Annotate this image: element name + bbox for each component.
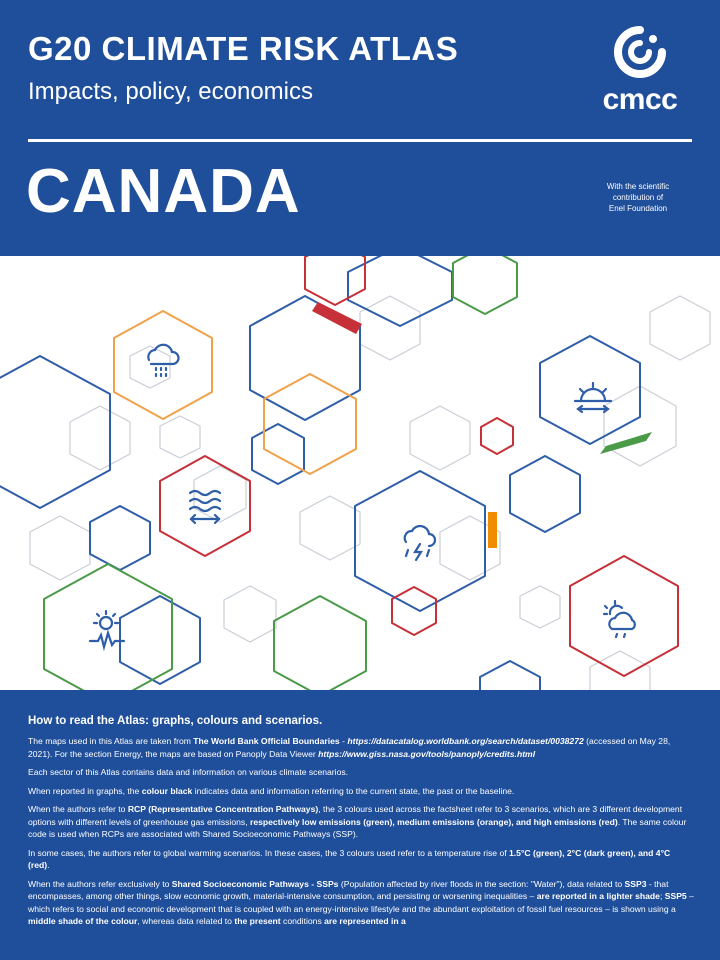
text: The maps used in this Atlas are taken from xyxy=(28,736,194,746)
colour-black-term: colour black xyxy=(141,785,193,796)
red-hexagons xyxy=(160,256,678,676)
flood-rain-icon xyxy=(148,345,178,376)
text: When the authors refer to xyxy=(28,804,128,814)
text: (Population affected by river floods in the section: "Water"), data related to xyxy=(338,878,625,889)
header-divider xyxy=(28,139,692,142)
ssp-paragraph xyxy=(28,878,694,928)
atlas-title: G20 CLIMATE RISK ATLAS xyxy=(28,30,459,67)
heatwave-sun-icon xyxy=(90,611,124,647)
contribution-line: contribution of xyxy=(612,193,664,202)
reading-guide xyxy=(0,690,720,960)
lighter-shade-term: are reported in a lighter shade xyxy=(536,891,660,901)
text: ; xyxy=(659,891,665,901)
text: When the authors refer exclusively to xyxy=(28,878,172,889)
guide-heading: How to read the Atlas: graphs, colours and scenarios. xyxy=(28,715,323,727)
text: indicates data and information referring to the current state, the past or the baseline. xyxy=(192,785,515,796)
ssp5-term: SSP5 xyxy=(664,891,687,901)
heat-haze-icon xyxy=(575,383,611,412)
rcp-paragraph xyxy=(28,803,694,841)
text: – which refers to social and economic development that is coupled with an energy-intensive lifestyle and the abundant exploitation of fossil fuel resources – is shown using a xyxy=(28,891,694,914)
represented-term: are represented in a xyxy=(324,916,406,926)
colour-black-paragraph xyxy=(28,785,694,798)
contribution-line: Enel Foundation xyxy=(608,204,668,213)
text: , the 3 colours used across the factsheet refer to 3 scenarios, which are 3 different development options with different levels of greenhouse gas emissions, xyxy=(28,804,683,827)
text: When reported in graphs, the xyxy=(28,785,142,796)
blue-hexagons xyxy=(0,256,640,690)
hexagon-pattern xyxy=(0,256,720,690)
background-hexagons xyxy=(30,296,710,690)
text: . xyxy=(47,860,50,870)
scenarios-paragraph: Each sector of this Atlas contains data and information on various climate scenarios. xyxy=(28,767,349,777)
text: (accessed on May 28, 2021). For the section Energy, the maps are based on Panoply Data Viewer xyxy=(28,736,671,759)
text: . The same colour code is used when RCPs are associated with Shared Socioeconomic Pathways (SSP). xyxy=(28,816,687,839)
text: conditions xyxy=(280,916,325,926)
hexagon-illustration xyxy=(0,256,720,690)
ssp-term: Shared Socioeconomic Pathways - SSPs xyxy=(171,878,339,889)
header-banner xyxy=(0,0,720,256)
text: , whereas data related to xyxy=(137,916,235,926)
storm-icon xyxy=(405,526,435,560)
warming-paragraph xyxy=(28,847,694,872)
warming-colours: 1.5°C (green), 2°C (dark green), and 4°C (red) xyxy=(28,847,671,870)
panoply-link[interactable]: https://www.giss.nasa.gov/tools/panoply/credits.html xyxy=(318,748,536,759)
present-term: the present xyxy=(234,916,281,926)
cmcc-logo xyxy=(588,26,692,120)
country-title: CANADA xyxy=(26,157,301,226)
world-bank-link[interactable]: https://datacatalog.worldbank.org/search/dataset/0038272 xyxy=(347,736,584,746)
contribution-line: With the scientific xyxy=(606,182,670,191)
atlas-subtitle: Impacts, policy, economics xyxy=(28,78,313,105)
green-hexagons xyxy=(44,256,517,690)
text: - xyxy=(339,736,348,746)
text: In some cases, the authors refer to global warming scenarios. In these cases, the 3 colours used refer to a temperature rise of xyxy=(28,847,510,858)
world-bank-boundaries: The World Bank Official Boundaries xyxy=(193,736,340,746)
cmcc-swirl-icon xyxy=(614,26,666,78)
text: - that encompasses, among other things, slow economic growth, material-intensive consumption, and persisting or worsening inequalities – xyxy=(28,878,669,901)
accent-bars xyxy=(312,302,652,548)
maps-paragraph xyxy=(28,735,694,760)
cloudy-sun-icon xyxy=(604,601,635,637)
ssp3-term: SSP3 xyxy=(624,878,647,889)
contribution-note xyxy=(590,181,686,214)
rcp-term: RCP (Representative Concentration Pathways) xyxy=(127,804,319,814)
emission-colours: respectively low emissions (green), medium emissions (orange), and high emissions (red) xyxy=(249,816,618,827)
orange-hexagons xyxy=(114,311,356,474)
middle-shade-term: middle shade of the colour xyxy=(28,916,138,926)
cmcc-logo-text: cmcc xyxy=(602,83,678,116)
